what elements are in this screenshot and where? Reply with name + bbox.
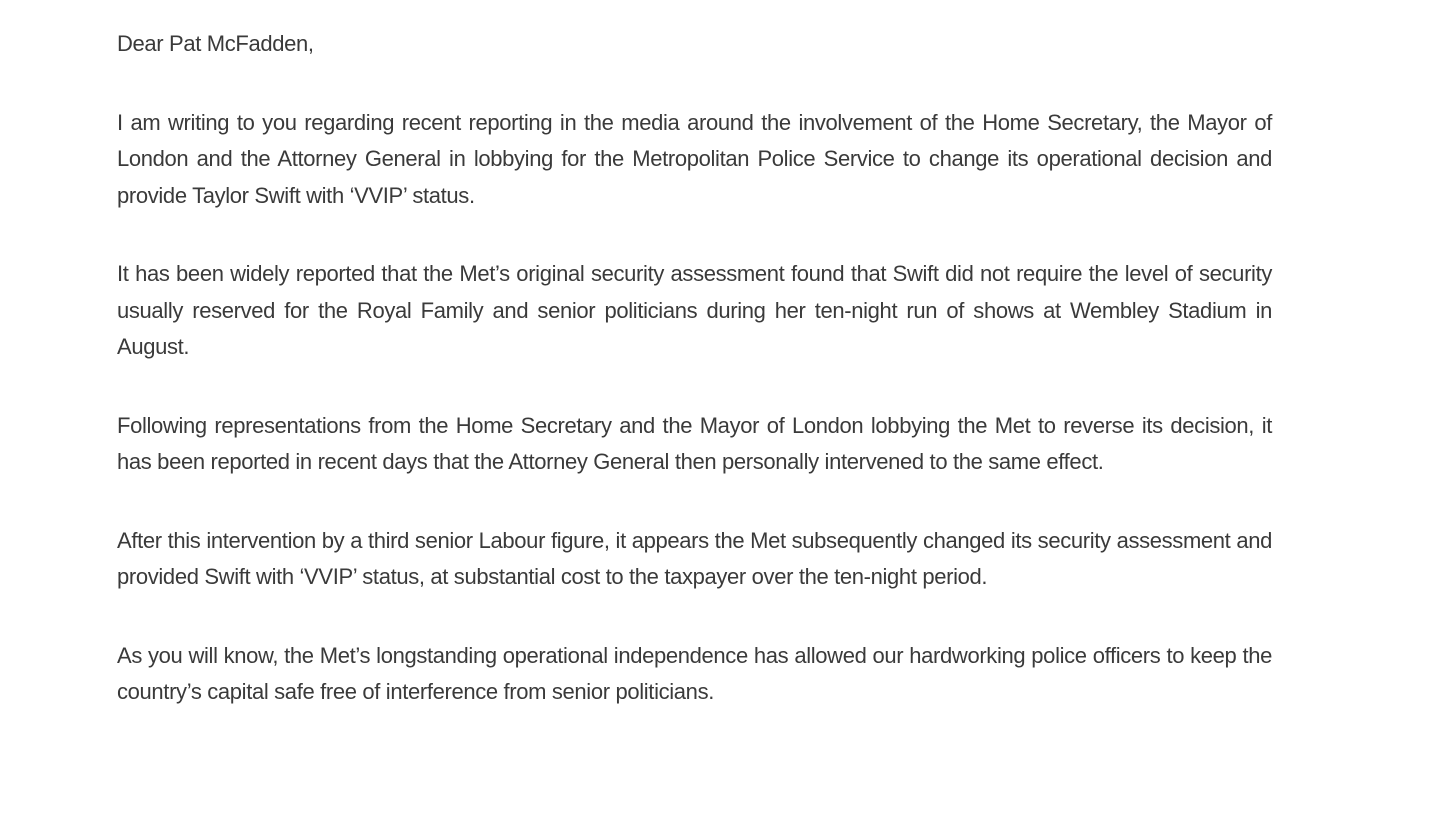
paragraph-2: It has been widely reported that the Met’s original security assessment found that Swift did not require the level of security usually reserved for the Royal Family and senior politicians during her ten-night run of shows at Wembley Stadium in August. bbox=[117, 261, 1272, 359]
letter-body bbox=[117, 26, 1272, 711]
paragraph-3: Following representations from the Home Secretary and the Mayor of London lobbying the Met to reverse its decision, it has been reported in recent days that the Attorney General then personally intervened to the same effect. bbox=[117, 412, 1272, 474]
paragraph-4: After this intervention by a third senior Labour figure, it appears the Met subsequently changed its security assessment and provided Swift with ‘VVIP’ status, at substantial cost to the taxpayer over the ten-night period. bbox=[117, 527, 1272, 589]
salutation: Dear Pat McFadden, bbox=[117, 31, 314, 56]
paragraph-1: I am writing to you regarding recent reporting in the media around the involvement of the Home Secretary, the Mayor of London and the Attorney General in lobbying for the Metropolitan Police Service to change its operational decision and provide Taylor Swift with ‘VVIP’ status. bbox=[117, 109, 1272, 208]
paragraph-5: As you will know, the Met’s longstanding operational independence has allowed our hardworking police officers to keep the country’s capital safe free of interference from senior politicians. bbox=[117, 642, 1272, 704]
